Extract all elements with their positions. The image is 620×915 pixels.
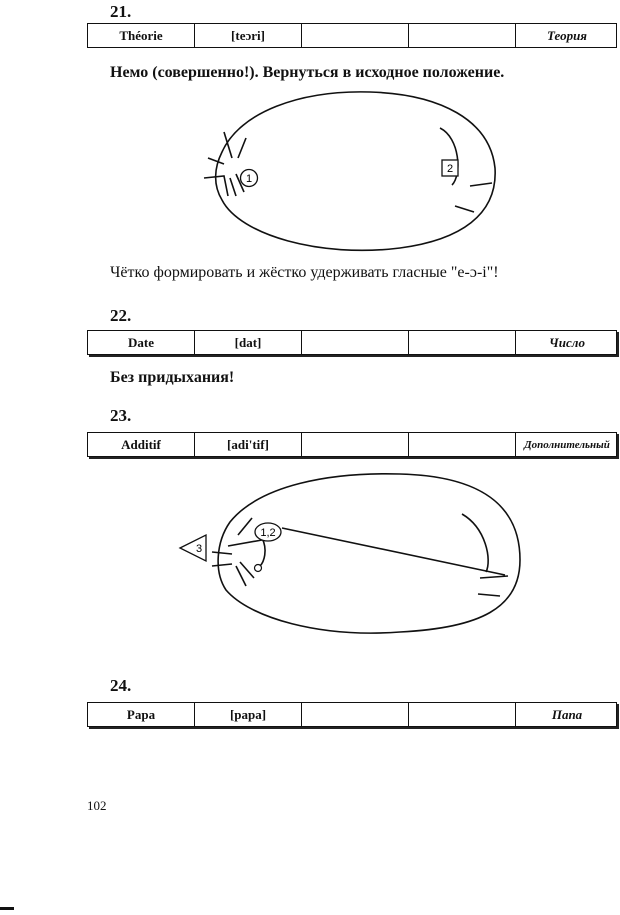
edge-mark xyxy=(0,907,14,910)
word-cell: Papa xyxy=(88,703,195,726)
position-marker-triangle xyxy=(180,535,206,561)
word-cell: Théorie xyxy=(88,24,195,47)
transcription-cell: [papa] xyxy=(195,703,302,726)
position-marker-label: 3 xyxy=(195,543,203,555)
transcription-cell: [dat] xyxy=(195,331,302,354)
section-number-23: 23. xyxy=(110,406,132,425)
translation-cell: Теория xyxy=(547,27,587,43)
translation-cell: Дополнительный xyxy=(524,438,610,451)
section-number-21: 21. xyxy=(110,2,132,21)
position-marker-label: 1,2 xyxy=(260,527,276,539)
translation-cell: Папа xyxy=(551,706,583,722)
word-table-24 xyxy=(87,702,617,727)
note-21: Немо (совершенно!). Вернуться в исходное положение. xyxy=(110,64,505,81)
word-cell: Additif xyxy=(88,433,195,456)
position-marker-label: 1 xyxy=(245,173,253,185)
transcription-cell: [adi'tif] xyxy=(195,433,302,456)
instruction-text: Чётко формировать и жёстко удерживать гласные "е-ɔ-i"! xyxy=(110,264,499,281)
section-number-24: 24. xyxy=(110,676,132,695)
tongue-point xyxy=(255,565,262,572)
note-22: Без придыхания! xyxy=(110,369,235,386)
transcription-cell: [teɔri] xyxy=(195,24,302,47)
section-number-22: 22. xyxy=(110,306,132,325)
page-number: 102 xyxy=(87,798,107,813)
mouth-outline xyxy=(218,474,520,633)
word-cell: Date xyxy=(88,331,195,354)
empty-cell xyxy=(302,703,409,726)
position-marker-label: 2 xyxy=(446,163,454,175)
empty-cell xyxy=(409,703,516,726)
translation-cell: Число xyxy=(549,334,585,350)
